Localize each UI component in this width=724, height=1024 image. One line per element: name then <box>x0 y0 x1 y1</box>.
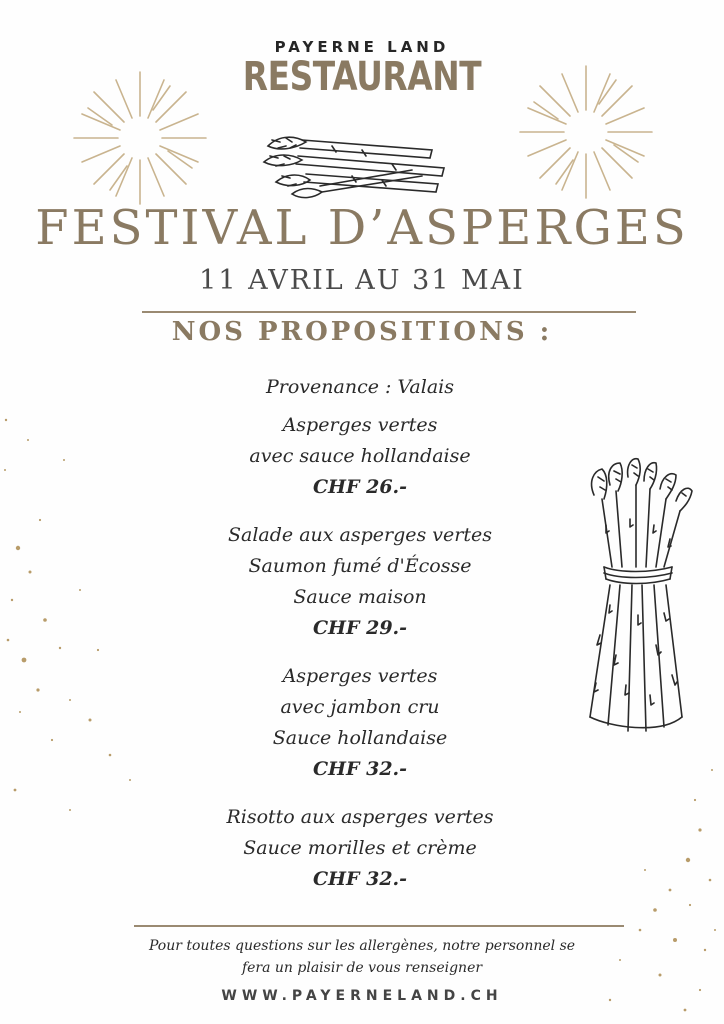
event-title: FESTIVAL D’ASPERGES <box>35 200 689 256</box>
allergen-notice: Pour toutes questions sur les allergènes, notre personnel se fera un plaisir de vous renseigner <box>148 938 576 976</box>
asparagus-tied-bundle-icon <box>580 455 700 745</box>
menu-item <box>180 520 540 644</box>
dish-price: CHF 32.- <box>312 868 408 890</box>
dish-line: Sauce hollandaise <box>272 727 448 749</box>
dish-price: CHF 26.- <box>312 476 408 498</box>
dish-line: Asperges vertes <box>282 414 438 436</box>
section-title: NOS PROPOSITIONS : <box>171 317 553 347</box>
dish-price: CHF 32.- <box>312 758 408 780</box>
dish-line: Sauce morilles et crème <box>243 837 477 859</box>
asparagus-bundle-icon <box>262 126 452 206</box>
menu-list <box>180 372 540 912</box>
website-link[interactable]: WWW.PAYERNELAND.CH <box>221 988 503 1004</box>
brand-name: PAYERNE LAND <box>274 38 450 56</box>
brand-logo-text: RESTAURANT <box>242 54 482 100</box>
dish-price: CHF 29.- <box>312 617 408 639</box>
menu-item <box>180 661 540 785</box>
divider <box>134 925 624 927</box>
dish-line: Risotto aux asperges vertes <box>226 806 494 828</box>
dish-line: Sauce maison <box>293 586 427 608</box>
dish-line: avec jambon cru <box>280 696 440 718</box>
dish-line: avec sauce hollandaise <box>249 445 471 467</box>
provenance-text: Provenance : Valais <box>266 376 454 398</box>
menu-item <box>180 802 540 895</box>
dish-line: Saumon fumé d'Écosse <box>248 555 472 577</box>
dish-line: Asperges vertes <box>282 665 438 687</box>
event-dates: 11 AVRIL AU 31 MAI <box>199 265 525 296</box>
divider <box>142 311 636 313</box>
dish-line: Salade aux asperges vertes <box>228 524 492 546</box>
menu-item <box>180 410 540 503</box>
